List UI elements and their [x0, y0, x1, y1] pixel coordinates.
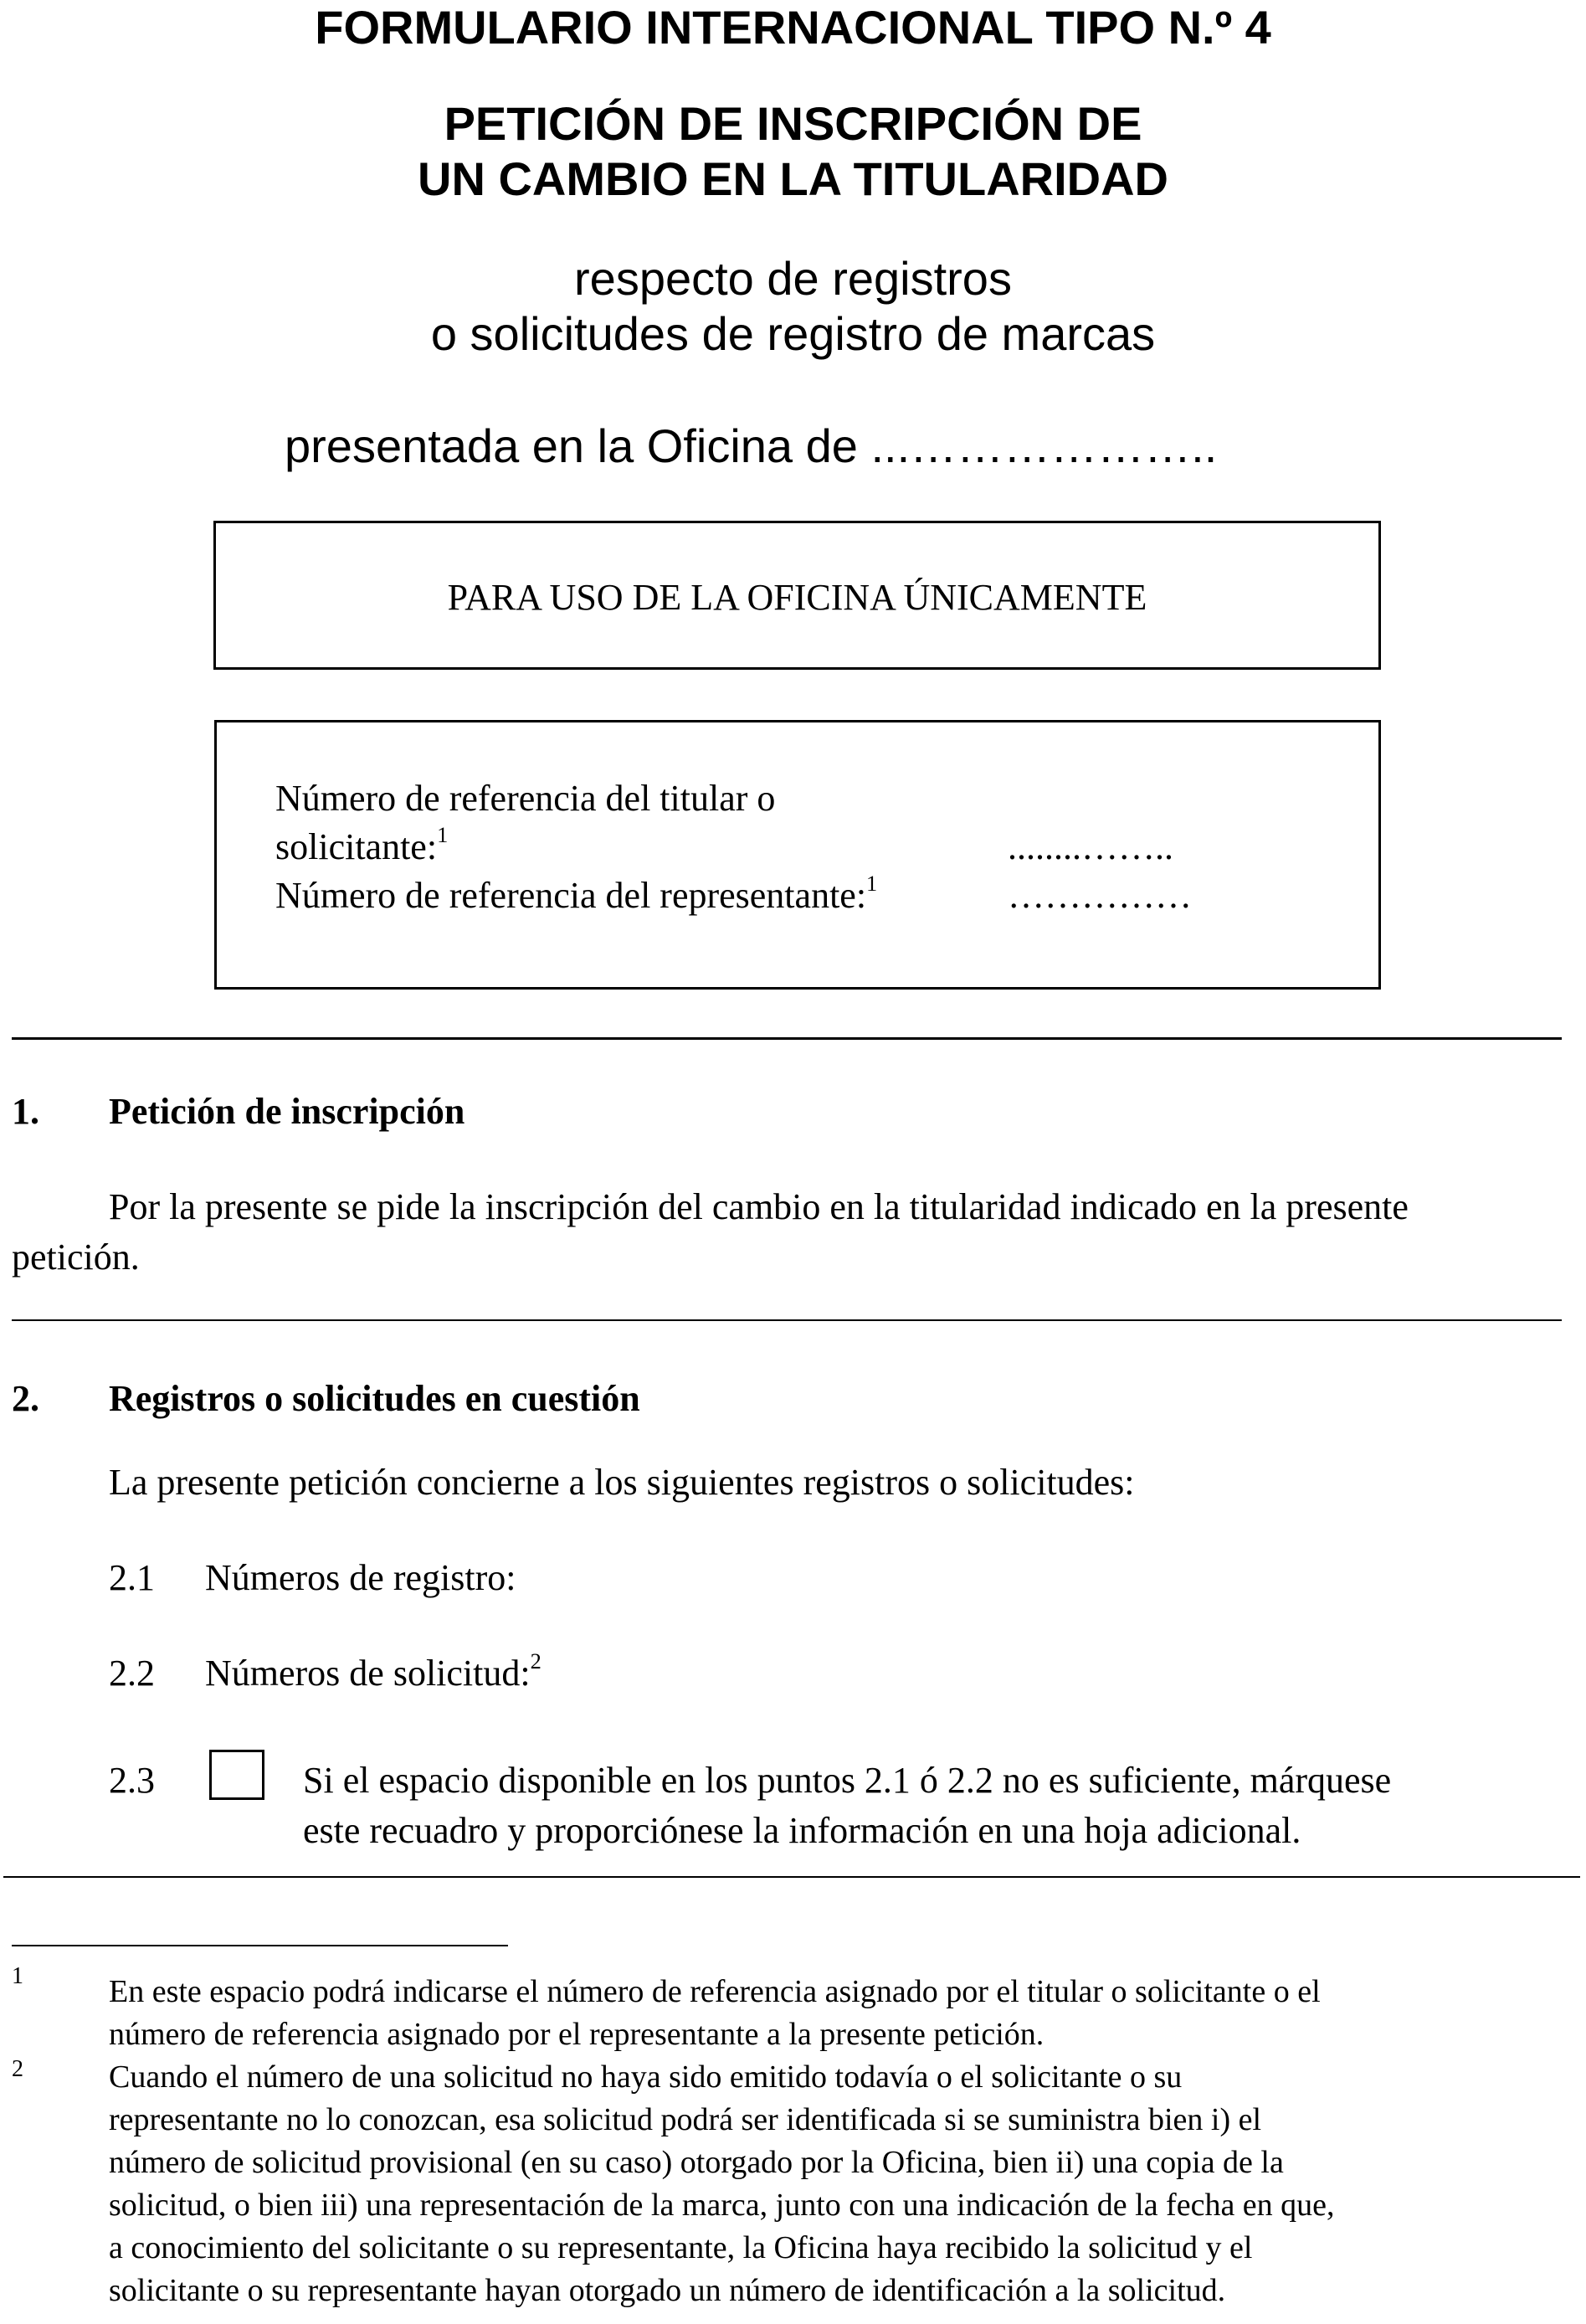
- footnote-2-line3: número de solicitud provisional (en su caso) otorgado por la Oficina, bien ii) una copia de la: [109, 2145, 1284, 2180]
- footnote-2-line6: solicitante o su representante hayan otorgado un número de identificación a la solicitud.: [109, 2273, 1226, 2308]
- footnote-2-marker: 2: [12, 2056, 23, 2082]
- footnote-ref-2: 2: [530, 1648, 541, 1674]
- footnote-separator: [12, 1945, 508, 1946]
- divider-section2: [3, 1876, 1580, 1878]
- item-2-3-line1: Si el espacio disponible en los puntos 2.1 ó 2.2 no es suficiente, márquese: [303, 1760, 1392, 1801]
- request-title-line2: UN CAMBIO EN LA TITULARIDAD: [418, 152, 1168, 205]
- item-2-2-label: Números de solicitud:$^2$: [205, 1648, 541, 1694]
- subtitle-line2: o solicitudes de registro de marcas: [430, 307, 1156, 360]
- section1-title: Petición de inscripción: [109, 1091, 465, 1132]
- holder-reference-label-line1: Número de referencia del titular o: [275, 778, 776, 819]
- office-use-box: [213, 521, 1381, 670]
- section2-number: 2.: [12, 1378, 39, 1419]
- footnote-ref-1b: 1: [866, 871, 878, 897]
- divider-top: [12, 1037, 1562, 1040]
- item-2-3-number: 2.3: [109, 1760, 155, 1801]
- section1-text-line1: Por la presente se pide la inscripción del cambio en la titularidad indicado en la presente: [109, 1186, 1409, 1227]
- item-2-3-line2: este recuadro y proporciónese la información en una hoja adicional.: [303, 1810, 1301, 1851]
- section2-title: Registros o solicitudes en cuestión: [109, 1378, 640, 1419]
- footnote-2-line5: a conocimiento del solicitante o su representante, la Oficina haya recibido la solicitud y el: [109, 2230, 1253, 2265]
- request-title: [0, 96, 1586, 207]
- footnote-2: [109, 2056, 1577, 2312]
- form-title: FORMULARIO INTERNACIONAL TIPO N.º 4: [315, 1, 1271, 54]
- additional-sheet-checkbox[interactable]: [209, 1750, 264, 1800]
- subtitle-line1: respecto de registros: [574, 252, 1012, 305]
- footnote-1: [109, 1971, 1577, 2056]
- holder-reference-label-line2: solicitante:$^1$: [275, 822, 449, 867]
- section1-text-line2: petición.: [12, 1237, 140, 1278]
- representative-reference-label: Número de referencia del representante:$^1$: [275, 871, 878, 916]
- footnote-ref-1: 1: [437, 822, 449, 848]
- footnote-2-line1: Cuando el número de una solicitud no haya sido emitido todavía o el solicitante o su: [109, 2059, 1183, 2095]
- office-use-label: PARA USO DE LA OFICINA ÚNICAMENTE: [447, 577, 1147, 618]
- footnote-2-line2: representante no lo conozcan, esa solicitud podrá ser identificada si se suministra bien i) el: [109, 2102, 1262, 2137]
- footnote-2-line4: solicitud, o bien iii) una representación de la marca, junto con una indicación de la fecha en que,: [109, 2188, 1335, 2223]
- divider-section1: [12, 1319, 1562, 1321]
- item-2-2-number: 2.2: [109, 1653, 155, 1694]
- reference-box: [214, 720, 1381, 990]
- holder-reference-value: ........……..: [1008, 826, 1173, 867]
- footnote-1-line2: número de referencia asignado por el representante a la presente petición.: [109, 2017, 1045, 2052]
- item-2-1-number: 2.1: [109, 1557, 155, 1598]
- subtitle: [0, 251, 1586, 362]
- representative-reference-value: ……………: [1008, 875, 1192, 916]
- office-line: presentada en la Oficina de ...………………..: [285, 419, 1218, 472]
- section1-number: 1.: [12, 1091, 39, 1132]
- footnote-1-marker: 1: [12, 1963, 23, 1989]
- footnote-1-line1: En este espacio podrá indicarse el número de referencia asignado por el titular o solicitante o el: [109, 1974, 1321, 2009]
- item-2-1-label: Números de registro:: [205, 1557, 516, 1598]
- section2-intro: La presente petición concierne a los siguientes registros o solicitudes:: [109, 1462, 1135, 1503]
- request-title-line1: PETICIÓN DE INSCRIPCIÓN DE: [444, 97, 1142, 150]
